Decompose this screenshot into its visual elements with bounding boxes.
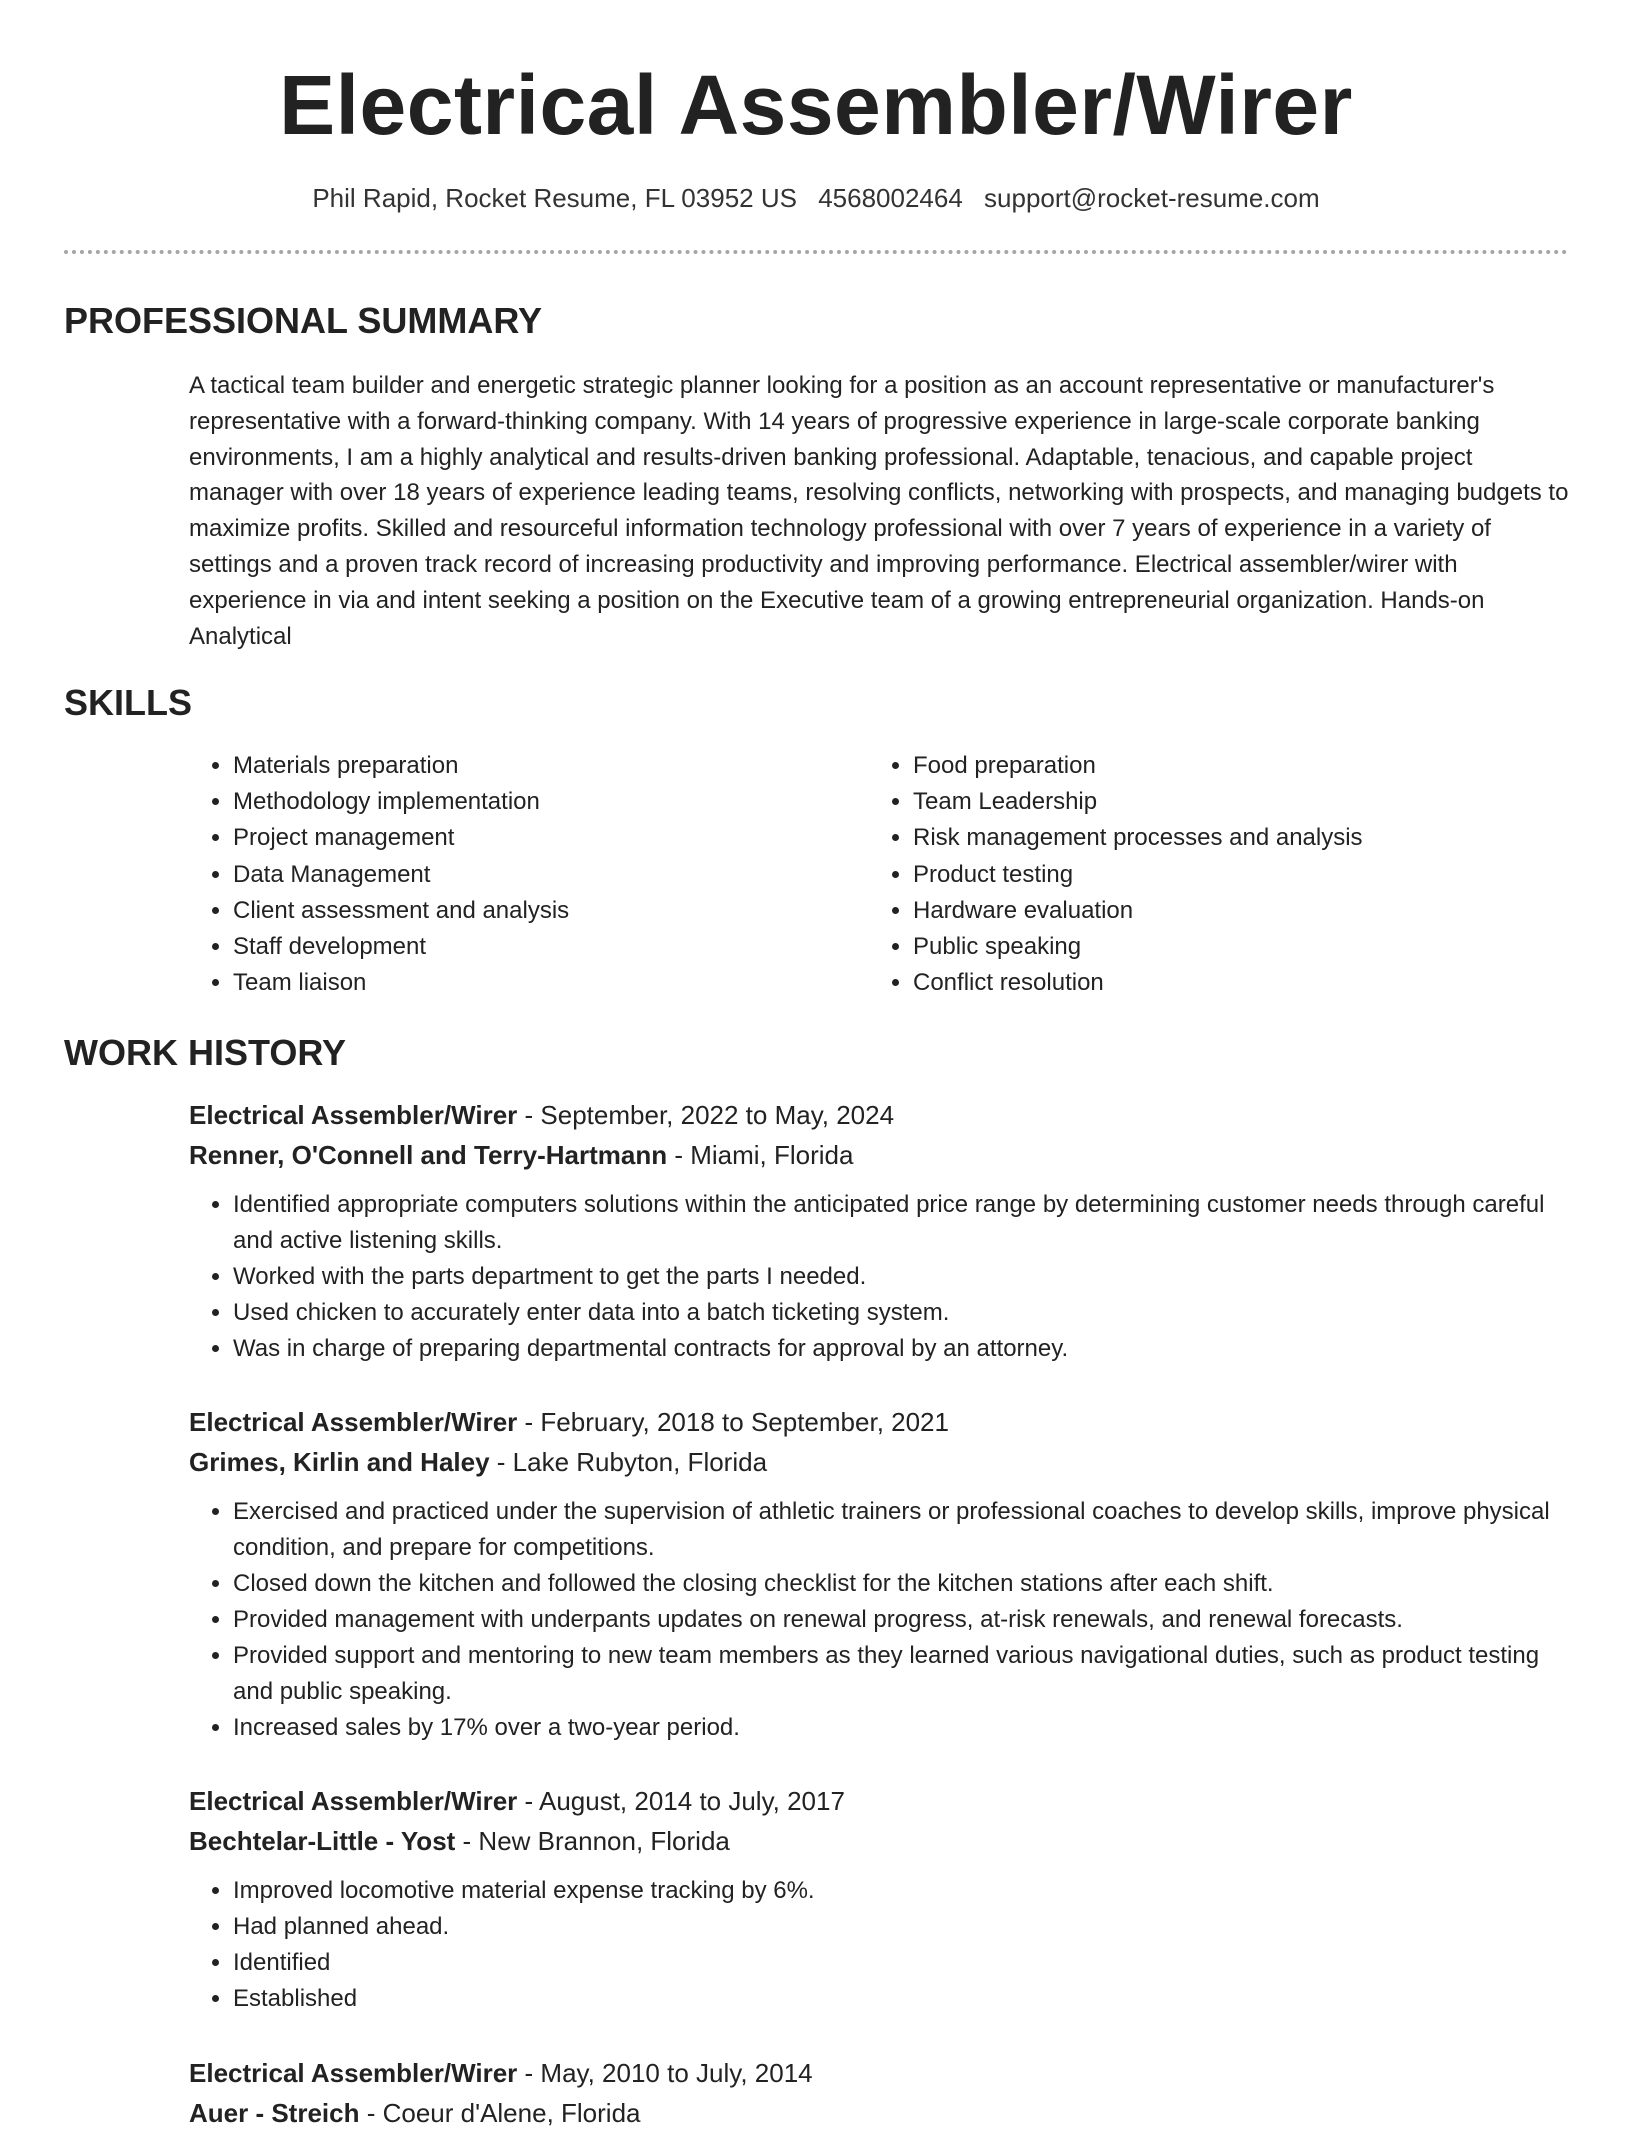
job-entry xyxy=(189,2053,1569,2133)
job-company: Auer - Streich xyxy=(189,2098,360,2128)
resume-title: Electrical Assembler/Wirer xyxy=(279,58,1353,152)
job-title-line xyxy=(189,1095,1569,1135)
job-company-line xyxy=(189,2093,1569,2133)
job-location: - New Brannon, Florida xyxy=(455,1826,730,1856)
skill-item: • Staff development xyxy=(233,929,569,965)
job-location: - Coeur d'Alene, Florida xyxy=(359,2098,641,2128)
job-title-line xyxy=(189,2053,1569,2093)
job-bullet: • Was in charge of preparing departmental contracts for approval by an attorney. xyxy=(233,1331,1569,1367)
job-entry xyxy=(189,1095,1569,1367)
skill-item: • Hardware evaluation xyxy=(913,893,1363,929)
skill-item: • Materials preparation xyxy=(233,748,569,784)
skills-heading: SKILLS xyxy=(64,682,193,723)
skill-item: • Food preparation xyxy=(913,748,1363,784)
job-bullet: • Increased sales by 17% over a two-year period. xyxy=(233,1710,1569,1746)
job-location: - Miami, Florida xyxy=(667,1140,854,1170)
job-bullet: • Exercised and practiced under the supervision of athletic trainers or professional coaches to develop skills, improve physical condition, and prepare for competitions. xyxy=(233,1494,1569,1566)
skill-item: • Methodology implementation xyxy=(233,784,569,820)
job-title: Electrical Assembler/Wirer xyxy=(189,1100,518,1130)
job-bullet: • Established xyxy=(233,1981,1569,2017)
contact-line xyxy=(0,180,1632,216)
work-history-heading: WORK HISTORY xyxy=(64,1032,347,1073)
job-title: Electrical Assembler/Wirer xyxy=(189,1786,518,1816)
skill-item: • Client assessment and analysis xyxy=(233,893,569,929)
job-bullet: • Used chicken to accurately enter data into a batch ticketing system. xyxy=(233,1295,1569,1331)
job-company: Renner, O'Connell and Terry-Hartmann xyxy=(189,1140,668,1170)
job-company-line xyxy=(189,1442,1569,1482)
job-bullet: • Closed down the kitchen and followed the closing checklist for the kitchen stations after each shift. xyxy=(233,1566,1569,1602)
contact-phone: 4568002464 xyxy=(818,183,963,213)
job-bullet: • Provided management with underpants updates on renewal progress, at-risk renewals, and renewal forecasts. xyxy=(233,1602,1569,1638)
job-bullet: • Improved locomotive material expense tracking by 6%. xyxy=(233,1873,1569,1909)
contact-address: Phil Rapid, Rocket Resume, FL 03952 US xyxy=(312,183,797,213)
skill-item: • Team Leadership xyxy=(913,784,1363,820)
job-title: Electrical Assembler/Wirer xyxy=(189,1407,518,1437)
skill-item: • Conflict resolution xyxy=(913,965,1363,1001)
job-company-line xyxy=(189,1135,1569,1175)
job-company: Grimes, Kirlin and Haley xyxy=(189,1447,490,1477)
job-bullet: • Provided support and mentoring to new team members as they learned various navigational duties, such as product testing and public speaking. xyxy=(233,1638,1569,1710)
summary-text: A tactical team builder and energetic strategic planner looking for a position as an account representative or manufacturer's representative with a forward-thinking company. With 14 years of progressive experience in large-scale corporate banking environments, I am a highly analytical and results-driven banking professional. Adaptable, tenacious, and capable project manager with over 18 years of experience leading teams, resolving conflicts, networking with prospects, and managing budgets to maximize profits. Skilled and resourceful information technology professional with over 7 years of experience in a variety of settings and a proven track record of increasing productivity and improving performance. Electrical assembler/wirer with experience in via and intent seeking a position on the Executive team of a growing entrepreneurial organization. Hands-on Analytical xyxy=(189,372,1569,650)
skill-item: • Product testing xyxy=(913,857,1363,893)
job-title-line xyxy=(189,1781,1569,1821)
job-dates: - September, 2022 to May, 2024 xyxy=(517,1100,895,1130)
skills-list-right xyxy=(869,748,1363,1001)
header-divider xyxy=(64,250,1568,254)
job-bullet: • Had planned ahead. xyxy=(233,1909,1569,1945)
job-company: Bechtelar-Little - Yost xyxy=(189,1826,456,1856)
job-bullets xyxy=(189,1494,1569,1746)
job-location: - Lake Rubyton, Florida xyxy=(489,1447,768,1477)
job-dates: - August, 2014 to July, 2017 xyxy=(517,1786,845,1816)
job-bullets xyxy=(189,1873,1569,2017)
skill-item: • Project management xyxy=(233,820,569,856)
job-entry xyxy=(189,1781,1569,2017)
job-bullet: • Worked with the parts department to get the parts I needed. xyxy=(233,1259,1569,1295)
skills-list-left xyxy=(189,748,569,1001)
job-bullet: • Identified appropriate computers solutions within the anticipated price range by determining customer needs through careful and active listening skills. xyxy=(233,1187,1569,1259)
job-dates: - February, 2018 to September, 2021 xyxy=(517,1407,949,1437)
job-title-line xyxy=(189,1402,1569,1442)
job-dates: - May, 2010 to July, 2014 xyxy=(517,2058,813,2088)
job-company-line xyxy=(189,1821,1569,1861)
skill-item: • Team liaison xyxy=(233,965,569,1001)
skill-item: • Data Management xyxy=(233,857,569,893)
job-bullet: • Identified xyxy=(233,1945,1569,1981)
job-title: Electrical Assembler/Wirer xyxy=(189,2058,518,2088)
contact-email: support@rocket-resume.com xyxy=(984,183,1320,213)
skill-item: • Public speaking xyxy=(913,929,1363,965)
summary-heading: PROFESSIONAL SUMMARY xyxy=(64,300,543,341)
job-entry xyxy=(189,1402,1569,1746)
skill-item: • Risk management processes and analysis xyxy=(913,820,1363,856)
job-bullets xyxy=(189,1187,1569,1367)
